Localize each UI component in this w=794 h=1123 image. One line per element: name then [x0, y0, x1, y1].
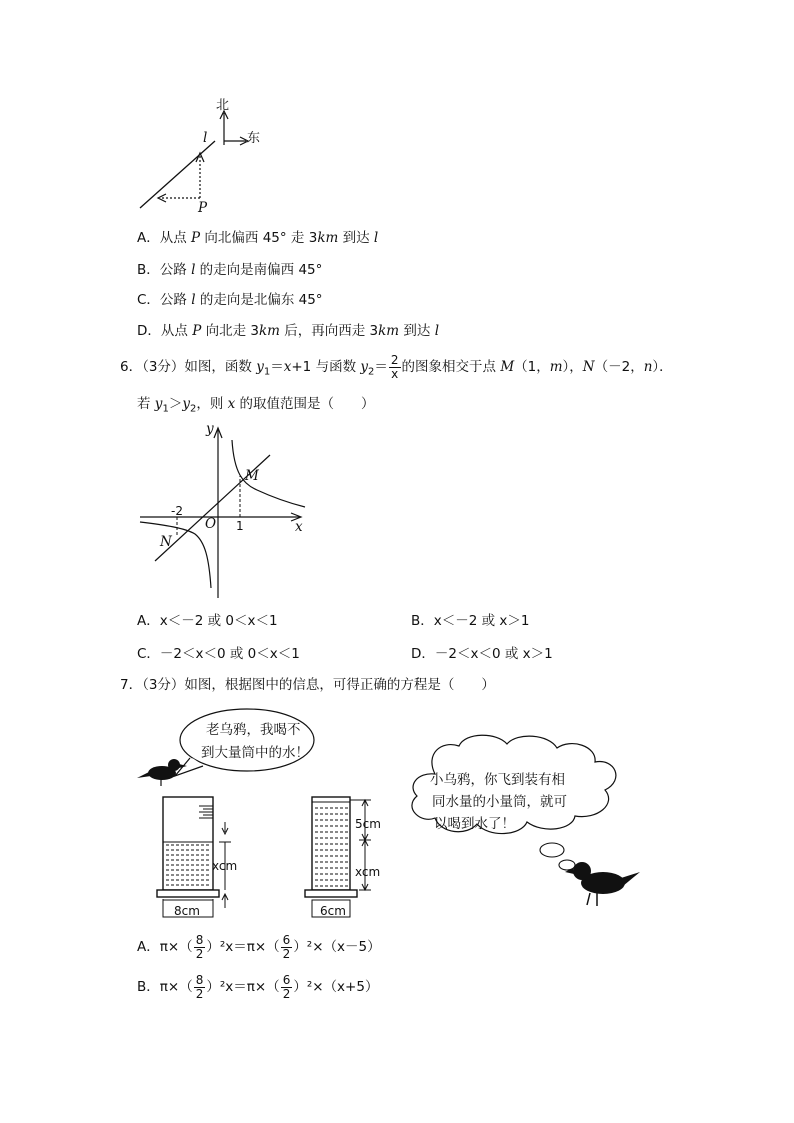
q6-tick-neg2: -2	[171, 504, 183, 518]
q5-road-label: l	[203, 130, 208, 146]
q5-option-b[interactable]: B．公路 l 的走向是南偏西 45°	[137, 262, 323, 278]
q5-option-a[interactable]: A．从点 P 向北偏西 45° 走 3km 到达 l	[137, 230, 379, 246]
q7-large-cylinder	[157, 797, 231, 917]
q7-bubble-left-line2: 到大量筒中的水！	[201, 745, 309, 761]
q6-point-n-label: N	[160, 534, 172, 550]
q6-stem-line2: 若 $y_1>y_2$，则 x 的取值范围是（ ）	[137, 396, 375, 415]
q6-option-b[interactable]: B．x＜－2 或 x＞1	[411, 613, 530, 629]
q6-function-graph	[135, 418, 320, 603]
q7-large-width-label: 8cm	[174, 904, 200, 918]
q6-fraction: $\frac{2}{x}$	[390, 352, 399, 381]
q7-small-top-label: 5cm	[355, 817, 381, 831]
q6-hyperbola-right	[232, 440, 305, 507]
q7-small-height-label: xcm	[355, 865, 381, 879]
q7-bubble-right-line1: 小乌鸦，你飞到装有相	[430, 772, 565, 788]
q6-tick-1: 1	[236, 519, 244, 533]
q5-option-d[interactable]: D．从点 P 向北走 3km 后，再向西走 3km 到达 l	[137, 323, 440, 339]
q6-option-a[interactable]: A．x＜－2 或 0＜x＜1	[137, 613, 278, 629]
q6-stem-line1: 6．（3分）如图，函数 $y_1=x+1$ 与函数 $y_2=$ $\frac{2}{x}$ 的图象相交于点 M（1，m），N（－2，n）．	[120, 352, 673, 381]
q5-option-c[interactable]: C．公路 l 的走向是北偏东 45°	[137, 292, 323, 308]
q7-option-b[interactable]: B．π×（ $\frac{8}{2}$ ）²x＝π×（ $\frac{6}{2}$ ）²×（x+5）	[137, 972, 379, 1001]
q5-point-label: P	[198, 200, 208, 216]
q7-small-cylinder	[305, 797, 371, 917]
q7-bubble-left-line1: 老乌鸦，我喝不	[206, 722, 301, 738]
q7-speech-bubble-left	[180, 709, 314, 771]
q6-option-d[interactable]: D．－2＜x＜0 或 x＞1	[411, 646, 553, 662]
q6-hyperbola-left	[140, 522, 211, 588]
q7-bubble-right-line3: 以喝到水了！	[434, 816, 515, 832]
q6-point-m-label: M	[245, 468, 259, 484]
q6-y-label: y	[206, 421, 214, 437]
q7-old-crow	[565, 862, 640, 906]
q7-bubble-right-line2: 同水量的小量筒，就可	[432, 794, 567, 810]
q6-x-label: x	[295, 519, 303, 535]
q7-small-width-label: 6cm	[320, 904, 346, 918]
q7-option-a[interactable]: A．π×（ $\frac{8}{2}$ ）²x＝π×（ $\frac{6}{2}$ ）²×（x－5）	[137, 932, 381, 961]
q7-large-height-label: xcm	[212, 859, 238, 873]
q6-origin-label: O	[205, 516, 217, 532]
q5-north-label: 北	[216, 98, 230, 113]
q5-east-label: 东	[247, 131, 261, 146]
q6-option-c[interactable]: C．－2＜x＜0 或 0＜x＜1	[137, 646, 300, 662]
q7-stem: 7．（3分）如图，根据图中的信息，可得正确的方程是（ ）	[120, 677, 495, 693]
